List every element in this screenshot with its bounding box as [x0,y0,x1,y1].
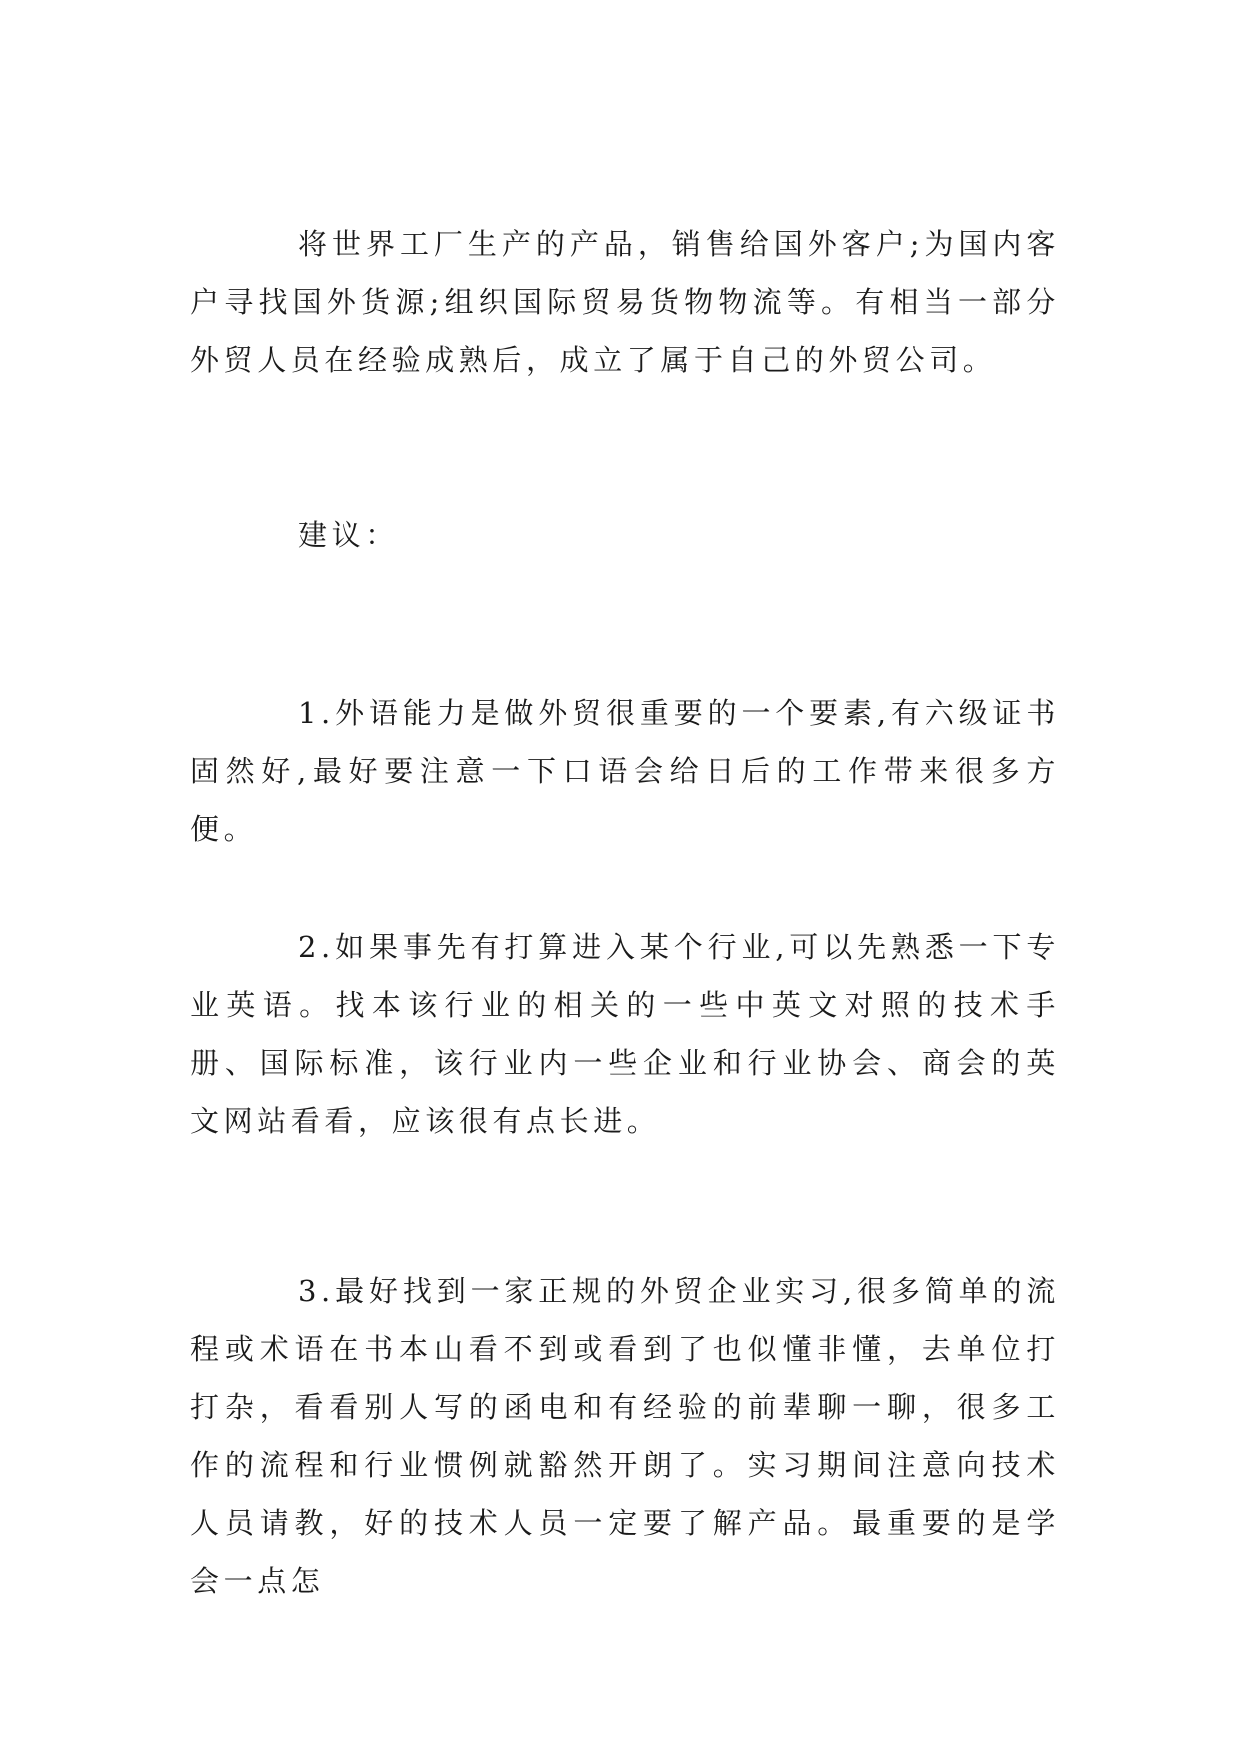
heading-suggestions: 建议： [298,518,399,552]
paragraph-suggestion-3: 3.最好找到一家正规的外贸企业实习,很多简单的流程或术语在书本山看不到或看到了也似懂非懂，去单位打打杂，看看别人写的函电和有经验的前辈聊一聊，很多工作的流程和行业惯例就豁然开朗了。实习期间注意向技术人员请教，好的技术人员一定要了解产品。最重要的是学会一点怎 [190,1274,1060,1598]
paragraph-suggestion-2: 2.如果事先有打算进入某个行业,可以先熟悉一下专业英语。找本该行业的相关的一些中英文对照的技术手册、国际标准，该行业内一些企业和行业协会、商会的英文网站看看，应该很有点长进。 [190,930,1060,1138]
paragraph-foreign-trade-duties: 将世界工厂生产的产品，销售给国外客户;为国内客户寻找国外货源;组织国际贸易货物物流等。有相当一部分外贸人员在经验成熟后，成立了属于自己的外贸公司。 [190,227,1060,377]
paragraph-suggestion-1: 1.外语能力是做外贸很重要的一个要素,有六级证书固然好,最好要注意一下口语会给日后的工作带来很多方便。 [190,696,1060,846]
